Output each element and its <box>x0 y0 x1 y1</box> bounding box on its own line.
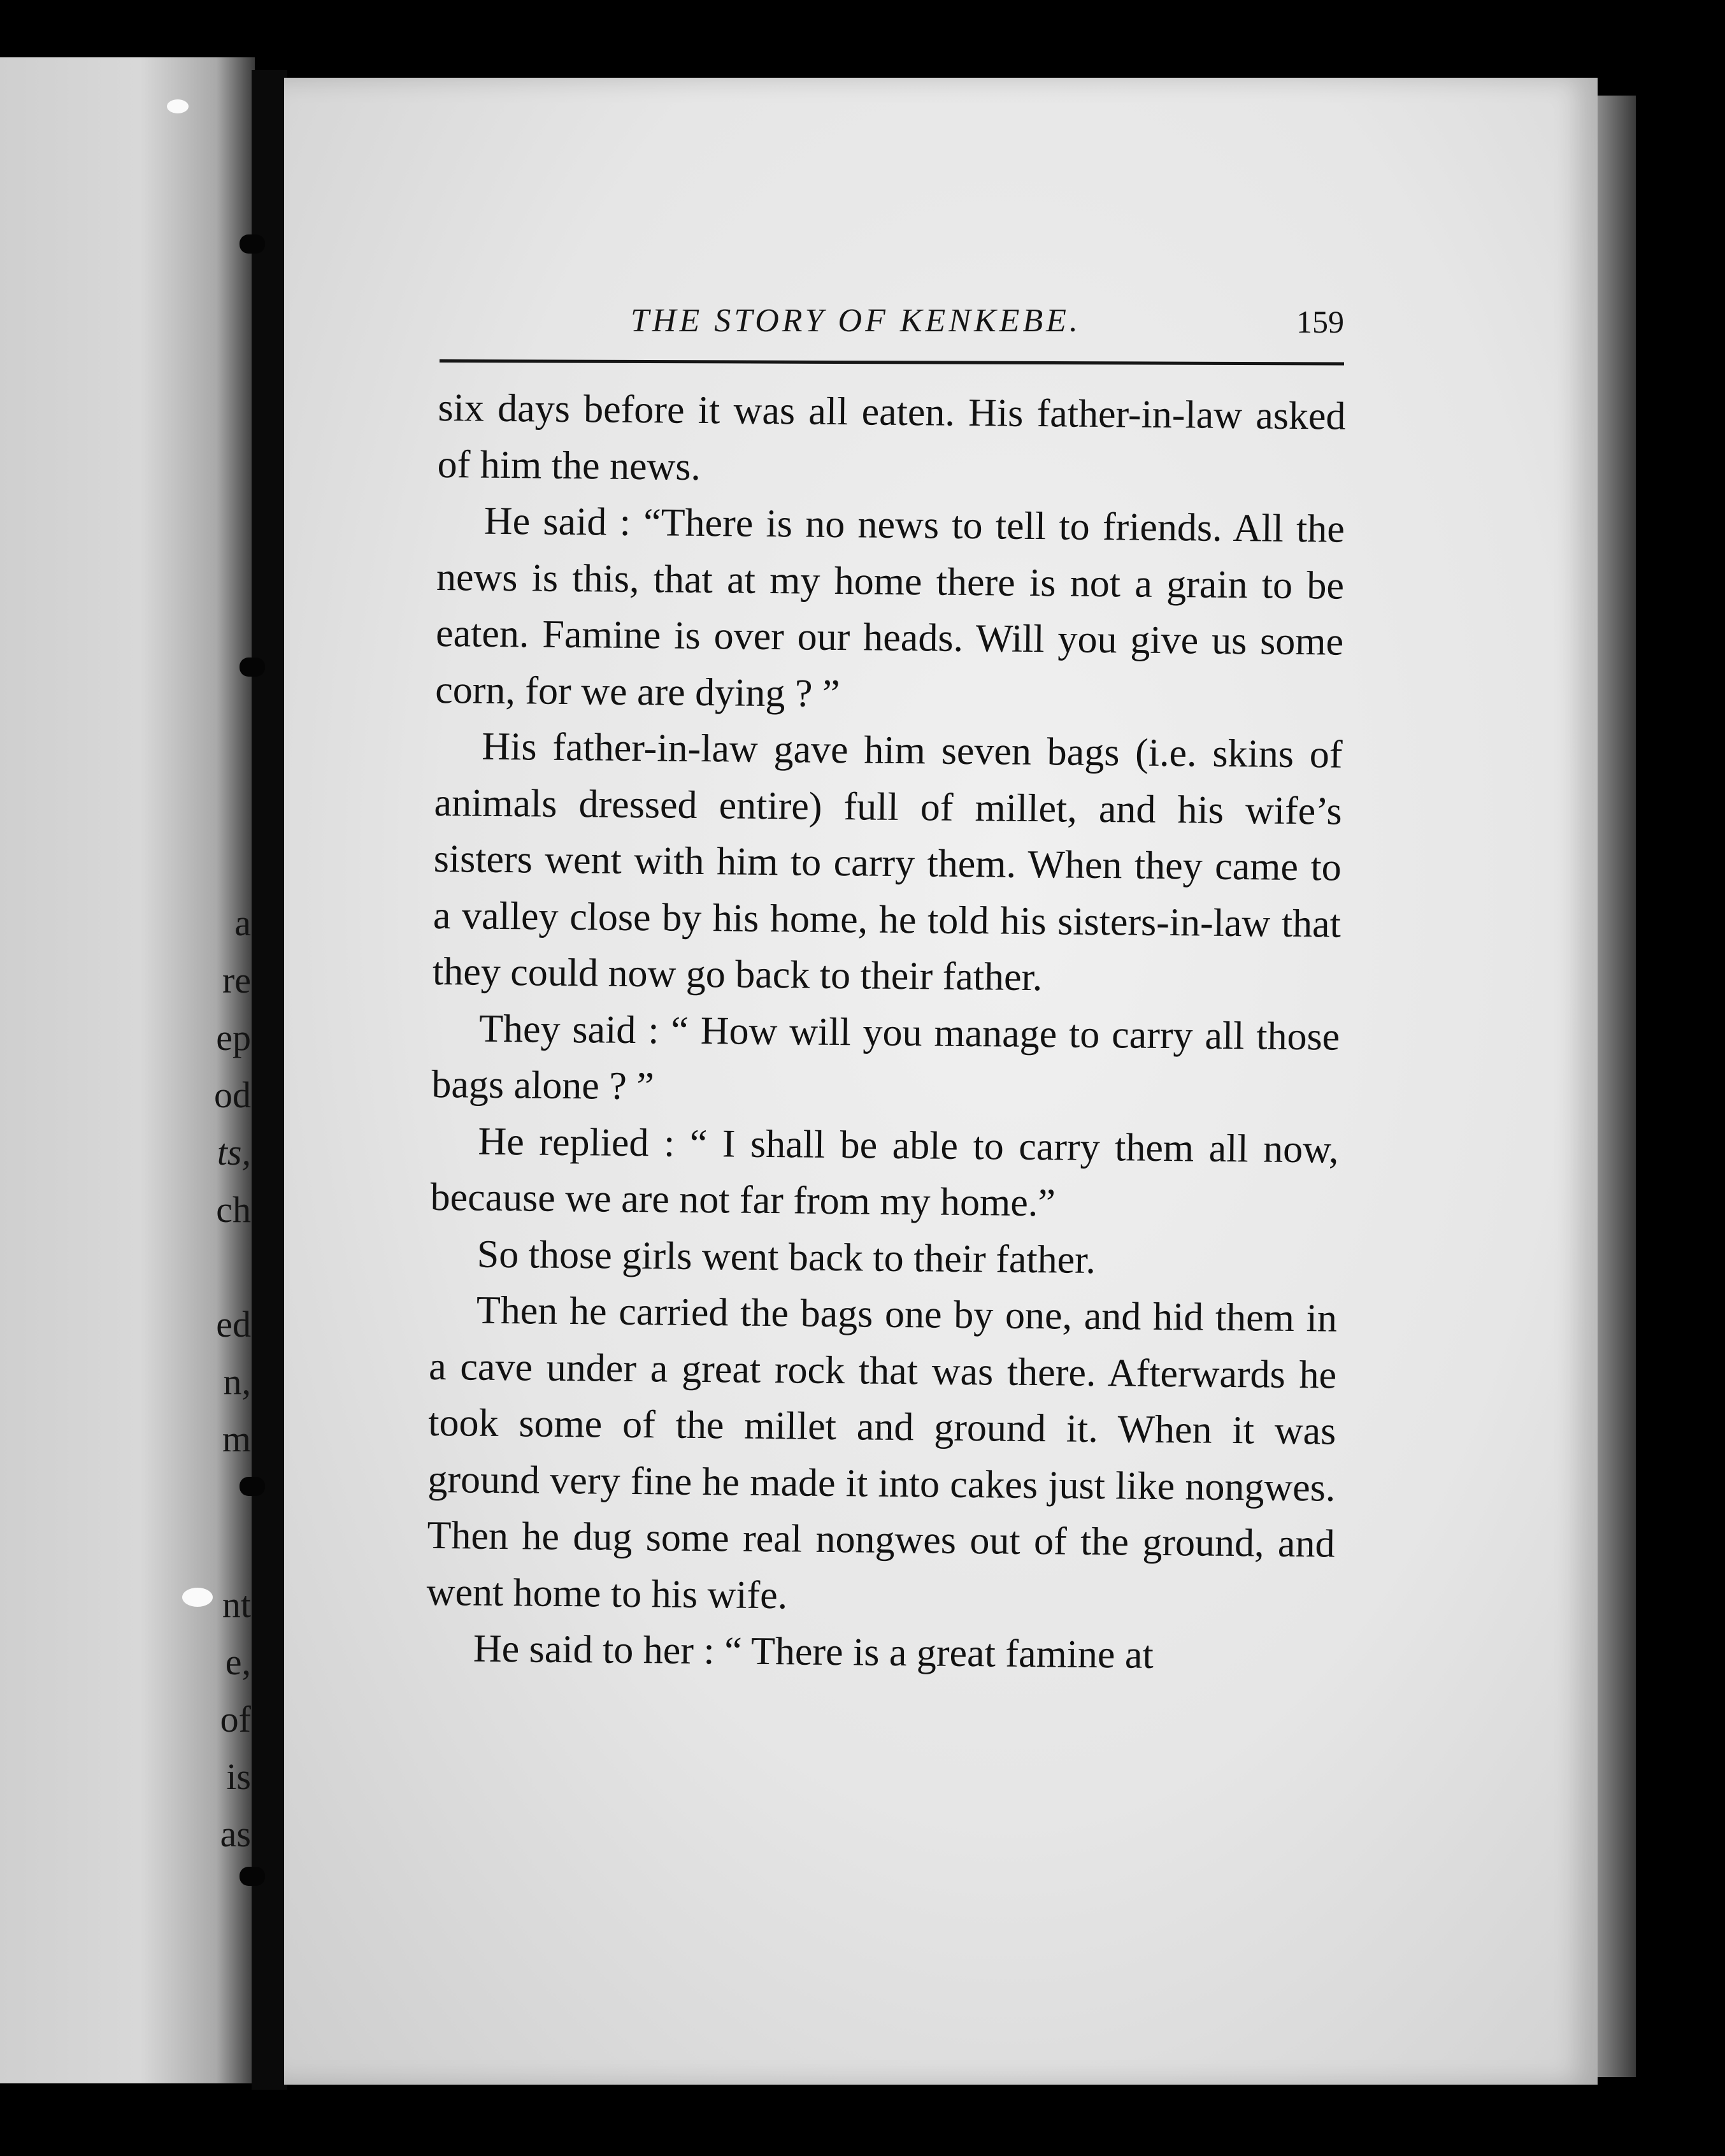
binding-stitch <box>240 234 265 254</box>
facing-page-fragment: e, <box>225 1641 251 1683</box>
running-head: THE STORY OF KENKEBE. <box>631 303 1081 339</box>
paragraph: six days before it was all eaten. His father-in-law asked of him the news. <box>437 385 1346 489</box>
facing-page-fragment: ch <box>216 1189 251 1230</box>
book-gutter <box>252 70 287 2090</box>
page-body <box>426 380 1345 1685</box>
binding-stitch <box>240 658 265 677</box>
facing-page-fragment: n, <box>223 1361 251 1402</box>
binding-stitch <box>240 1867 265 1886</box>
paragraph: His father-in-law gave him seven bags (i.e. skins of animals dressed entire) full of millet, and his wife’s sisters went with him to carry them. When they came to a valley close by his home, he told his sisters-in-law that they could now go back to their father. <box>432 724 1343 1000</box>
facing-page-fragment: as <box>220 1813 251 1855</box>
facing-page-fragment: a <box>234 902 251 944</box>
paper-blemish <box>182 1588 213 1607</box>
paragraph: So those girls went back to their father. <box>476 1232 1096 1282</box>
facing-page-fragment: ep <box>216 1017 251 1058</box>
paragraph: Then he carried the bags one by one, and hid them in a cave under a great rock that was there. Afterwards he took some of the millet and ground it. When it was ground very fine he made it into cakes just like nongwes. Then he dug some real nongwes out of the ground, and went home to his wife. <box>426 1288 1338 1617</box>
facing-page-fragment: ed <box>216 1304 251 1345</box>
paragraph: He said to her : “ There is a great famine at <box>473 1627 1154 1677</box>
paragraph: He said : “There is no news to tell to friends. All the news is this, that at my home there is not a grain to be eaten. Famine is over our heads. Will you give us some corn, for we are dying ? ” <box>435 499 1345 715</box>
facing-page-fragment: od <box>214 1074 251 1116</box>
facing-page-fragment: is <box>226 1756 251 1797</box>
facing-page-fragment: nt <box>222 1584 251 1625</box>
facing-page <box>0 57 255 2083</box>
facing-page-fragment: of <box>220 1699 251 1740</box>
page-number: 159 <box>1296 304 1344 340</box>
facing-page-fragment: m <box>222 1418 251 1460</box>
binding-stitch <box>240 1477 265 1496</box>
paragraph: He replied : “ I shall be able to carry them all now, because we are not far from my home.” <box>430 1119 1339 1225</box>
paper-blemish <box>167 99 189 113</box>
facing-page-fragment: re <box>222 959 251 1001</box>
facing-page-fragment: ts, <box>217 1132 251 1173</box>
page-header <box>440 302 1344 347</box>
paragraph: They said : “ How will you manage to carry all those bags alone ? ” <box>431 1007 1340 1109</box>
page-edge-shadow <box>1598 96 1636 2077</box>
